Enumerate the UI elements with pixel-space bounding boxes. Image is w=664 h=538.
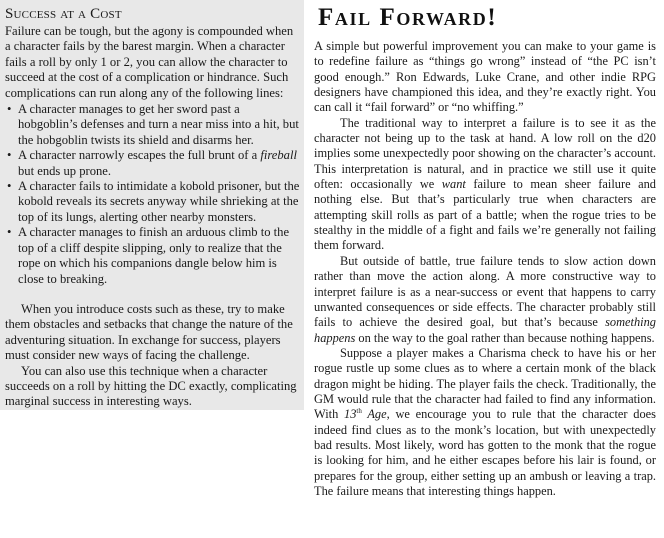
sidebar-success-at-a-cost [0, 0, 304, 410]
body-paragraph: A simple but powerful improvement you can make to your game is to redefine failure as “things go wrong” instead of “the PC isn’t good enough.” Ron Edwards, Luke Crane, and other indie RPG designers have championed this idea, and they’re exactly right. You can call it “fail forward” or “no whiffing.” [314, 39, 656, 115]
body-paragraph: The traditional way to interpret a failure is to see it as the character not being up to the task at hand. A low roll on the d20 implies some unexpectedly poor showing on the character’s account. This interpretation is natural, and in practice we still use it quite often: occasionally we want failure to mean sheer failure and nothing else. But that’s particularly true when characters are attempting skill rolls as part of a battle; when the rogue tries to be stealthy in the middle of a fight and fails we’re generally not failing them forward. [314, 115, 656, 253]
body-paragraph: But outside of battle, true failure tends to slow action down rather than move the action along. A more constructive way to interpret failure is as a near-success or event that happens to carry unwanted consequences or side effects. The character probably still fails to achieve the desired goal, but that’s because something happens on the way to the goal rather than because nothing happens. [314, 253, 656, 345]
main-column [306, 0, 656, 499]
list-item: • A character fails to intimidate a kobold prisoner, but the kobold reveals its secrets anyway while shrieking at the top of its lungs, alerting other nearby monsters. [5, 179, 300, 225]
sidebar-paragraph: When you introduce costs such as these, try to make them obstacles and setbacks that change the nature of the adventuring situation. In exchange for success, players must consider new ways of facing the challenge. [5, 301, 293, 363]
sidebar-paragraph: You can also use this technique when a character succeeds on a roll by hitting the DC exactly, complicating marginal success in interesting ways. [5, 363, 297, 409]
body-paragraph: Suppose a player makes a Charisma check to have his or her rogue rustle up some clues as to where a certain monk of the black dragon might be hiding. The player fails the check. Traditionally, the GM would rule that the character had failed to find any information. With 13th Age, we encourage you to rule that the character does indeed find clues as to the monk’s location, but with unexpectedly bad results. Most likely, word has gotten to the monk that the rogue is looking for him, and he either escapes before his lair is found, or prepares for the group, either setting up an ambush or leaving a trap. The failure means that interesting things happen. [314, 345, 656, 498]
sidebar-title: Success at a Cost [5, 6, 122, 22]
complication-list [5, 102, 300, 287]
list-item: • A character narrowly escapes the full brunt of a fireball but ends up prone. [5, 148, 300, 179]
list-item: • A character manages to get her sword past a hobgoblin’s defenses and turn a near miss into a hit, but the hobgoblin twists its shield and disarms her. [5, 102, 300, 148]
section-heading: Fail Forward! [318, 4, 498, 31]
list-item: • A character manages to finish an arduous climb to the top of a cliff despite slipping, only to realize that the rope on which his companions dangle below him is close to breaking. [5, 225, 300, 287]
sidebar-intro: Failure can be tough, but the agony is compounded when a character fails by the barest margin. When a character fails a roll by only 1 or 2, you can allow the character to succeed at the cost of a complication or hindrance. Such complications can run along any of the following lines: [5, 24, 294, 100]
